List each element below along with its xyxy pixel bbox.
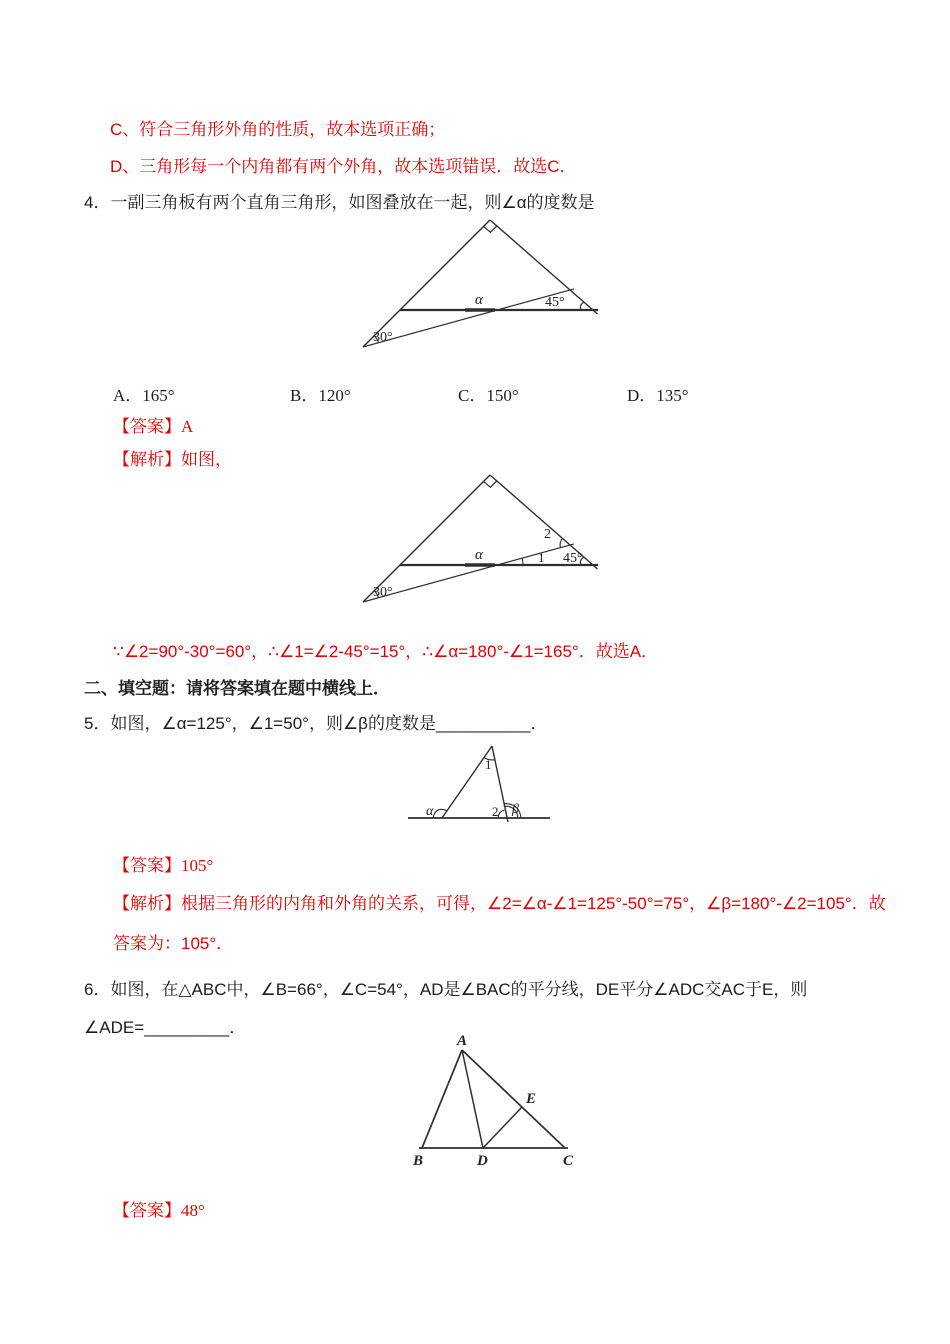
q6-answer-line [113, 1196, 205, 1221]
q4-answer-line [113, 412, 193, 437]
q4-option-c: C．150° [458, 386, 519, 405]
q4s-fig-label-30: 30° [373, 585, 393, 600]
q5-fig-label-2: 2 [492, 804, 499, 819]
q5-answer-value: 105° [181, 856, 214, 875]
q6-stem: 6．如图，在△ABC中，∠B=66°，∠C=54°，AD是∠BAC的平分线，DE平分∠ADC交AC于E，则∠ADE=_________． [84, 980, 808, 1037]
q4-analysis-intro-line [113, 445, 232, 470]
q4-analysis-intro: 如图， [181, 450, 232, 469]
q6-fig-label-B: B [413, 1153, 424, 1169]
q4-answer-value: A [181, 417, 194, 436]
q4-fig-label-alpha: α [475, 292, 483, 308]
q4-solution-figure [345, 463, 615, 613]
q5-answer-line [113, 851, 213, 876]
q5-analysis-label: 【解析】 [113, 894, 181, 913]
q5-fig-label-alpha: α [426, 804, 434, 819]
q5-analysis-block [113, 884, 895, 964]
q4-stem: 4．一副三角板有两个直角三角形，如图叠放在一起，则∠α的度数是 [84, 193, 595, 212]
q4s-fig-label-45: 45° [563, 551, 583, 566]
q5-analysis-text: 根据三角形的内角和外角的关系，可得，∠2=∠α-∠1=125°-50°=75°，∠β=180°-∠2=105°．故答案为：105°． [113, 894, 886, 953]
q4-figure [345, 210, 615, 358]
q4-fig-label-30: 30° [373, 330, 393, 345]
q6-answer-value: 48° [181, 1201, 205, 1220]
q5-figure [400, 738, 560, 828]
q4-analysis-label: 【解析】 [113, 450, 181, 469]
q4-fig-label-45: 45° [545, 295, 565, 310]
q5-fig-label-1: 1 [485, 757, 492, 772]
q6-fig-label-A: A [457, 1033, 468, 1049]
q3-solution-line-c: C、符合三角形外角的性质，故本选项正确； [110, 120, 446, 139]
q5-answer-label: 【答案】 [113, 856, 181, 875]
q6-fig-label-C: C [563, 1153, 574, 1169]
q4s-fig-label-alpha: α [475, 547, 483, 563]
section2-heading: 二、填空题：请将答案填在题中横线上． [84, 679, 390, 698]
q4-analysis-text: ∵∠2=90°-30°=60°，∴∠1=∠2-45°=15°，∴∠α=180°-∠1=165°．故选A． [113, 642, 659, 661]
q5-fig-label-beta: β [512, 802, 519, 817]
q4-option-d: D．135° [627, 386, 689, 405]
q6-fig-label-D: D [477, 1153, 488, 1169]
q3-solution-line-d: D、三角形每一个内角都有两个外角，故本选项错误．故选C． [110, 157, 577, 176]
q4-option-b: B．120° [290, 386, 351, 405]
q4-answer-label: 【答案】 [113, 417, 181, 436]
q6-answer-label: 【答案】 [113, 1201, 181, 1220]
q4s-fig-label-1: 1 [538, 550, 545, 565]
q4-option-a: A．165° [113, 386, 175, 405]
q6-fig-label-E: E [526, 1091, 537, 1107]
q6-figure [405, 1033, 605, 1175]
q5-stem: 5．如图，∠α=125°，∠1=50°，则∠β的度数是__________． [84, 714, 548, 733]
q4s-fig-label-2: 2 [544, 527, 551, 542]
